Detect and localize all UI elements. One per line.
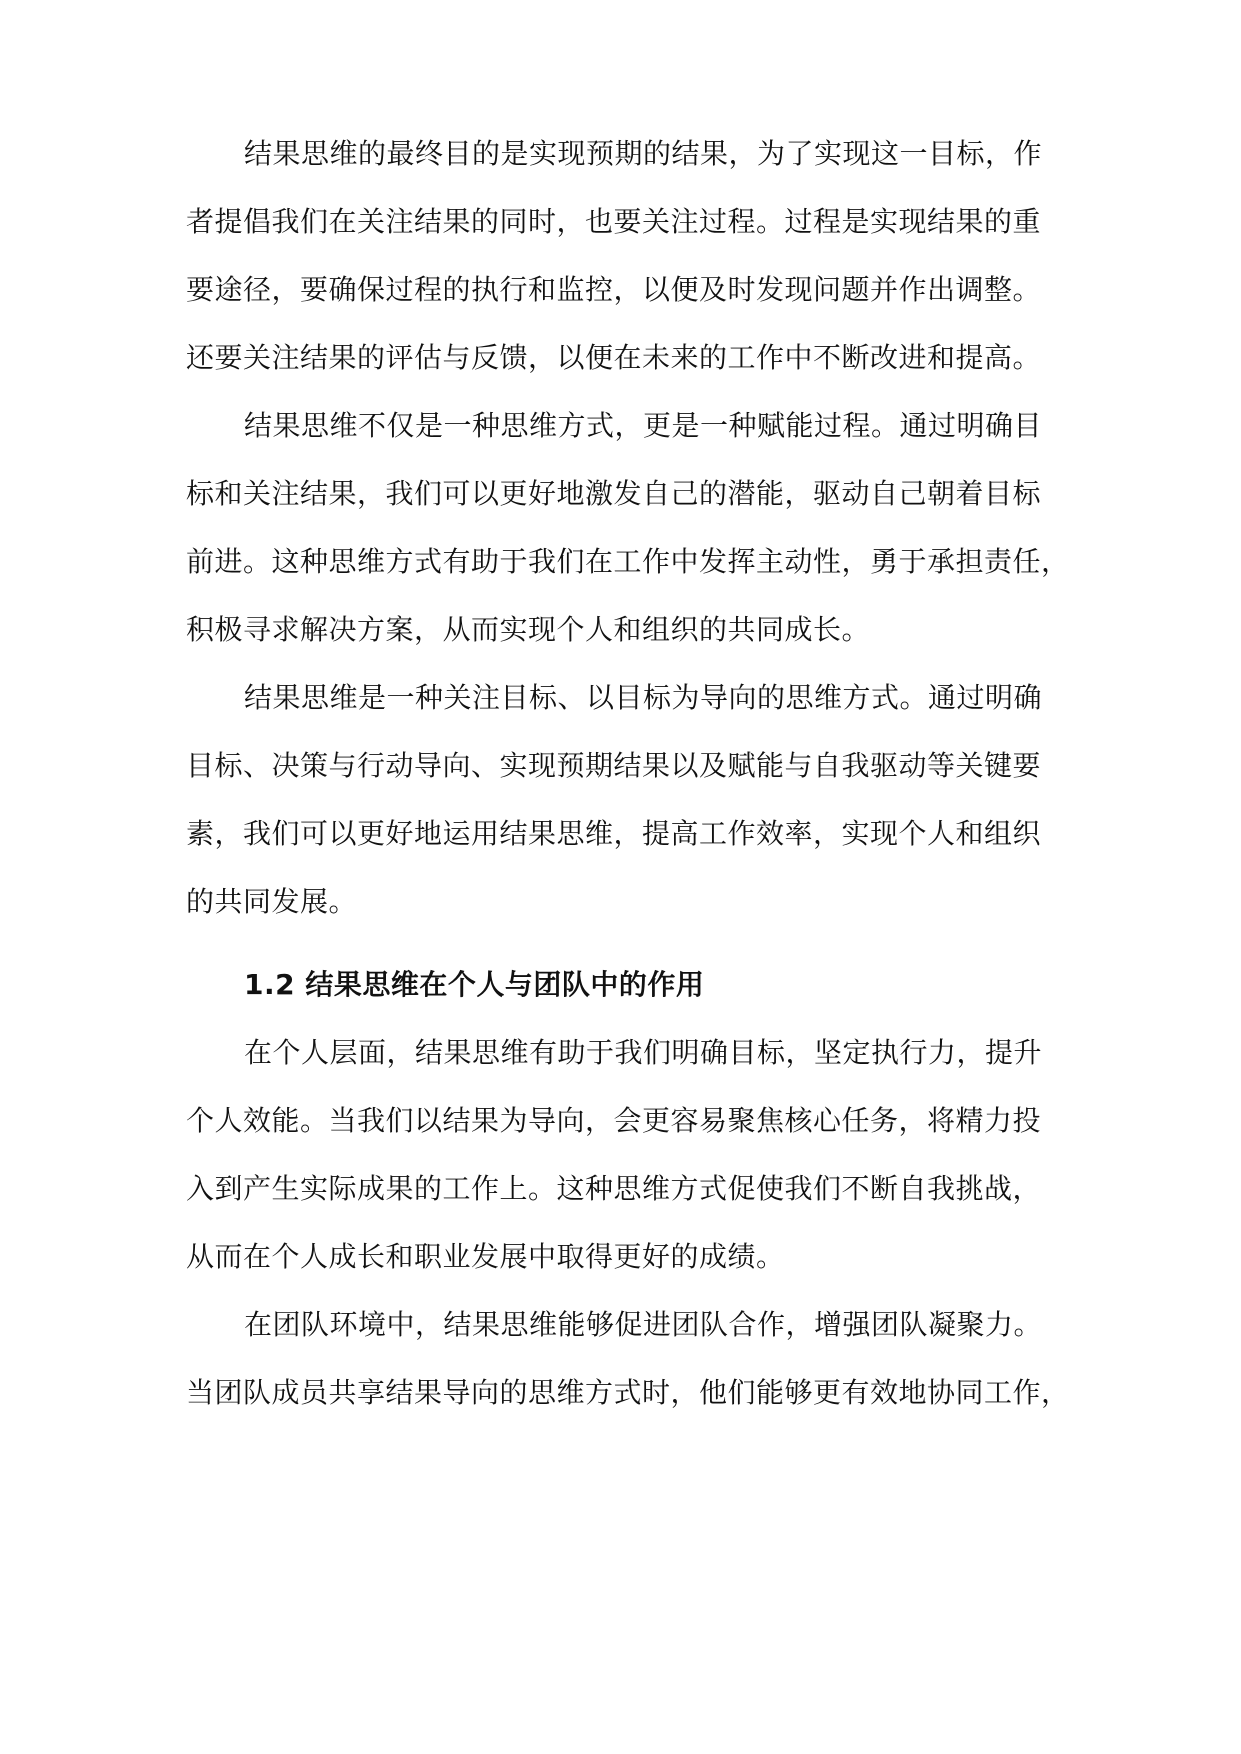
paragraph-3-line-2: 目标、决策与行动导向、实现预期结果以及赋能与自我驱动等关键要 — [186, 749, 1042, 782]
paragraph-3-line-3: 素，我们可以更好地运用结果思维，提高工作效率，实现个人和组织 — [186, 817, 1042, 850]
paragraph-1-line-1: 结果思维的最终目的是实现预期的结果，为了实现这一目标，作 — [244, 137, 1043, 170]
paragraph-3-line-4: 的共同发展。 — [186, 885, 358, 918]
paragraph-3-line-1: 结果思维是一种关注目标、以目标为导向的思维方式。通过明确 — [244, 681, 1043, 714]
paragraph-4-line-4: 从而在个人成长和职业发展中取得更好的成绩。 — [186, 1240, 785, 1273]
paragraph-5-line-1: 在团队环境中，结果思维能够促进团队合作，增强团队凝聚力。 — [244, 1308, 1043, 1341]
paragraph-1-line-3: 要途径，要确保过程的执行和监控，以便及时发现问题并作出调整。 — [186, 273, 1042, 306]
paragraph-4-line-2: 个人效能。当我们以结果为导向，会更容易聚焦核心任务，将精力投 — [186, 1104, 1042, 1137]
paragraph-2-line-1: 结果思维不仅是一种思维方式，更是一种赋能过程。通过明确目 — [244, 409, 1043, 442]
paragraph-1-line-2: 者提倡我们在关注结果的同时，也要关注过程。过程是实现结果的重 — [186, 205, 1042, 238]
paragraph-2-line-4: 积极寻求解决方案，从而实现个人和组织的共同成长。 — [186, 613, 871, 646]
paragraph-2-line-3: 前进。这种思维方式有助于我们在工作中发挥主动性，勇于承担责任， — [186, 545, 1070, 578]
paragraph-2-line-2: 标和关注结果，我们可以更好地激发自己的潜能，驱动自己朝着目标 — [186, 477, 1042, 510]
paragraph-5-line-2: 当团队成员共享结果导向的思维方式时，他们能够更有效地协同工作， — [186, 1376, 1070, 1409]
paragraph-4-line-1: 在个人层面，结果思维有助于我们明确目标，坚定执行力，提升 — [244, 1036, 1043, 1069]
paragraph-4-line-3: 入到产生实际成果的工作上。这种思维方式促使我们不断自我挑战， — [186, 1172, 1042, 1205]
paragraph-1-line-4: 还要关注结果的评估与反馈，以便在未来的工作中不断改进和提高。 — [186, 341, 1042, 374]
section-heading: 1.2 结果思维在个人与团队中的作用 — [244, 968, 705, 1001]
